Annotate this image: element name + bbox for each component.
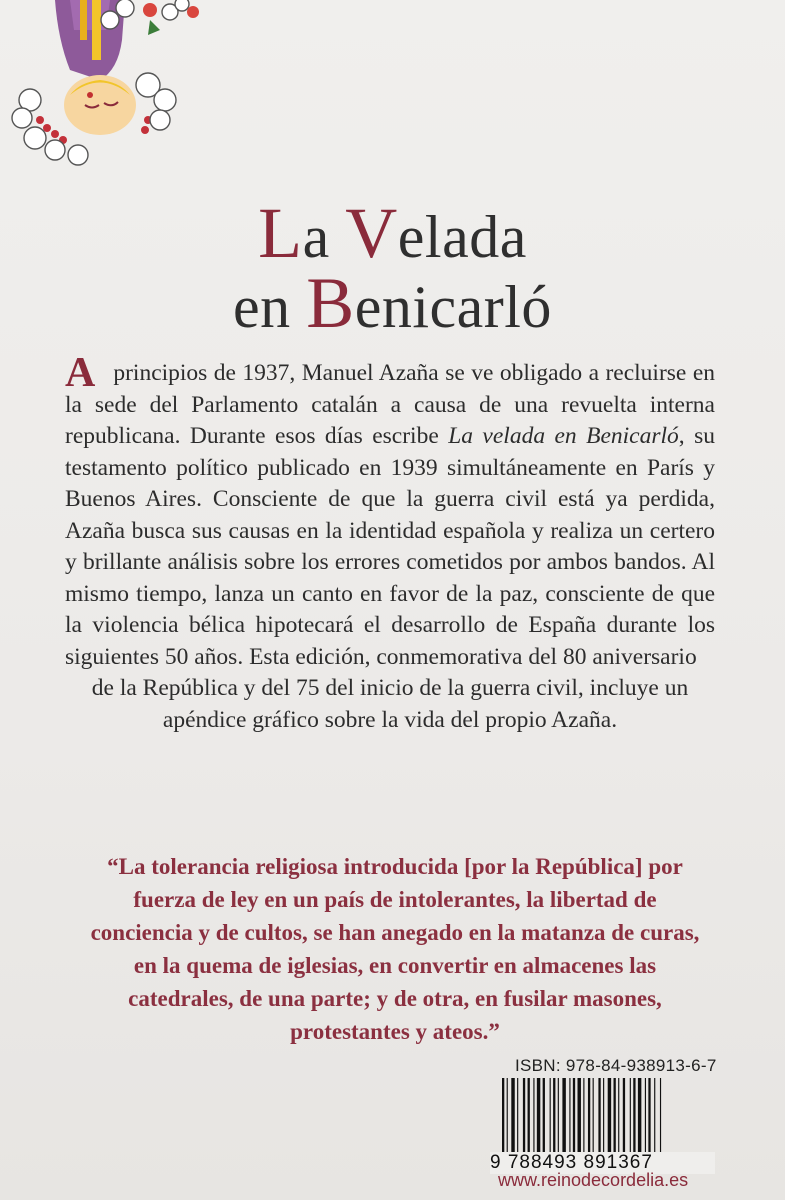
title-line-2: en Benicarló: [233, 263, 552, 343]
title-line-1: La Velada: [258, 193, 527, 273]
book-title-inline: La velada en Benicarló: [448, 423, 679, 449]
drop-cap: A: [65, 350, 96, 396]
publisher-website: www.reinodecordelia.es: [498, 1170, 689, 1190]
barcode-icon: [490, 1078, 720, 1158]
decorative-illustration: [0, 0, 215, 175]
azana-quote: “La tolerancia religiosa introducida [por la República] por fuerza de ley en un país de intolerantes, la libertad de conciencia y de cultos, se han anegado en la matanza de curas, en la quema de iglesias, en convertir en almacenes las catedrales, de una parte; y de otra, en fusilar masones, protestantes y ateos.”: [90, 854, 700, 1044]
isbn-label: ISBN: 978-84-938913-6-7: [515, 1056, 717, 1075]
book-description: Aprincipios de 1937, Manuel Azaña se ve obligado a recluirse en la sede del Parlamento catalán a causa de una revuelta interna republicana. Durante esos días escribe La velada en Benicarló, su testamento político publicado en 1939 simultáneamente en París y Buenos Aires. Consciente de que la guerra civil está ya perdida, Azaña busca sus causas en la identidad española y realiza un certero y brillante análisis sobre los errores cometidos por ambos bandos. Al mismo tiempo, lanza un canto en favor de la paz, consciente de que la violencia bélica hipotecará el desarrollo de España durante los siguientes 50 años. Esta edición, conmemorativa del 80 aniversario de la República y del 75 del inicio de la guerra civil, incluye un apéndice gráfico sobre la vida del propio Azaña.: [65, 350, 715, 733]
book-title: [0, 193, 785, 343]
barcode-digits: 9 788493 891367: [490, 1152, 715, 1174]
